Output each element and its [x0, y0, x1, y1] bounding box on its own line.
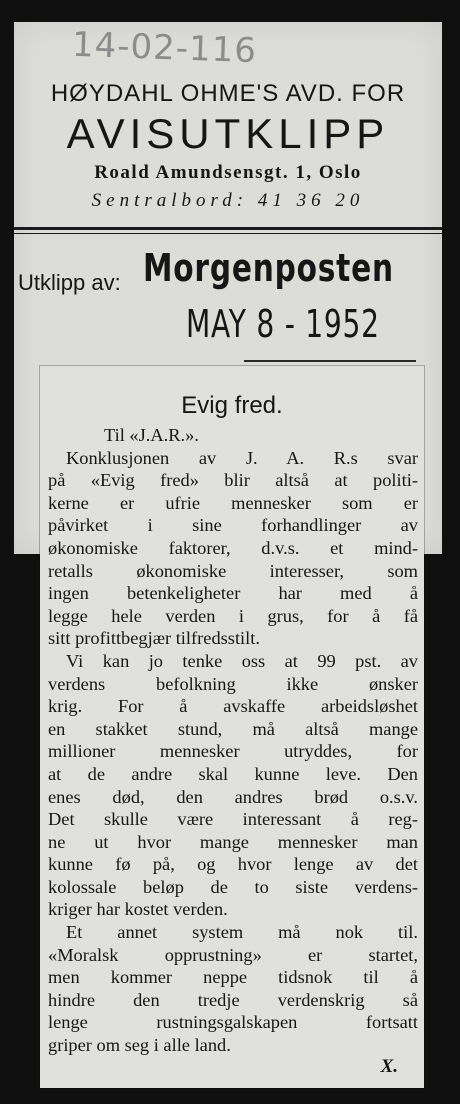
header-divider-thick — [14, 227, 442, 230]
newspaper-stamp: Morgenposten — [143, 246, 394, 290]
date-stamp: MAY 8 - 1952 — [186, 302, 380, 346]
article-line: Det skulle være interessant å reg- — [48, 809, 418, 830]
article-line: kerne er ufrie mennesker som er — [48, 492, 418, 513]
article-line: ne ut hvor mange mennesker man — [48, 831, 418, 852]
article-line: «Moralsk opprustning» er startet, — [48, 944, 418, 965]
article-line: verdens befolkning ikke ønsker — [48, 673, 418, 694]
article-line: lenge rustningsgalskapen fortsatt — [48, 1012, 418, 1033]
article-line: retalls økonomiske interesser, som — [48, 560, 418, 581]
article-line: enes død, den andres brød o.s.v. — [48, 786, 418, 807]
clip-source-label: Utklipp av: — [18, 270, 121, 295]
article-line: Vi kan jo tenke oss at 99 pst. av — [66, 650, 418, 671]
article-line: hindre den tredje verdenskrig så — [48, 989, 418, 1010]
article-line: økonomiske faktorer, d.v.s. et mind- — [48, 537, 418, 558]
article-body — [48, 424, 418, 1057]
article-line: ingen betenkeligheter har med å — [48, 583, 418, 604]
article-line: på «Evig fred» blir altså at politi- — [48, 470, 418, 491]
article-line: Konklusjonen av J. A. R.s svar — [66, 447, 418, 468]
stamp-underline — [244, 360, 416, 362]
article-line: sitt profittbegjær tilfredsstilt. — [48, 628, 260, 649]
article-line: kriger har kostet verden. — [48, 899, 228, 920]
agency-switchboard-number: Sentralbord: 41 36 20 — [91, 190, 365, 211]
article-line: legge hele verden i grus, for å få — [48, 605, 418, 626]
article-title: Evig fred. — [181, 392, 283, 419]
article-line: krig. For å avskaffe arbeidsløshet — [48, 696, 418, 717]
article-line: kunne fø på, og hvor lenge av det — [48, 854, 418, 875]
article-line: griper om seg i alle land. — [48, 1035, 231, 1056]
article-line: påvirket i sine forhandlinger av — [48, 515, 418, 536]
article-line: millioner mennesker utryddes, for — [48, 741, 418, 762]
article-line: men kommer neppe tidsnok til å — [48, 967, 418, 988]
agency-brand-title: AVISUTKLIPP — [66, 110, 390, 157]
agency-address: Roald Amundsensgt. 1, Oslo — [94, 162, 362, 183]
newspaper-clipping — [40, 366, 424, 1088]
article-line: at de andre skal kunne leve. Den — [48, 763, 418, 784]
article-signature: X. — [380, 1056, 398, 1077]
article-salutation: Til «J.A.R.». — [104, 425, 199, 445]
article-line: en stakket stund, må altså mange — [48, 718, 418, 739]
agency-name-line: HØYDAHL OHME'S AVD. FOR — [50, 80, 406, 107]
article-line: Et annet system må nok til. — [66, 922, 418, 943]
article-line: kolossale beløp de to siste verdens- — [48, 876, 418, 897]
pencil-reference-note: 14-02-116 — [71, 24, 258, 72]
header-divider-thin — [14, 233, 442, 234]
